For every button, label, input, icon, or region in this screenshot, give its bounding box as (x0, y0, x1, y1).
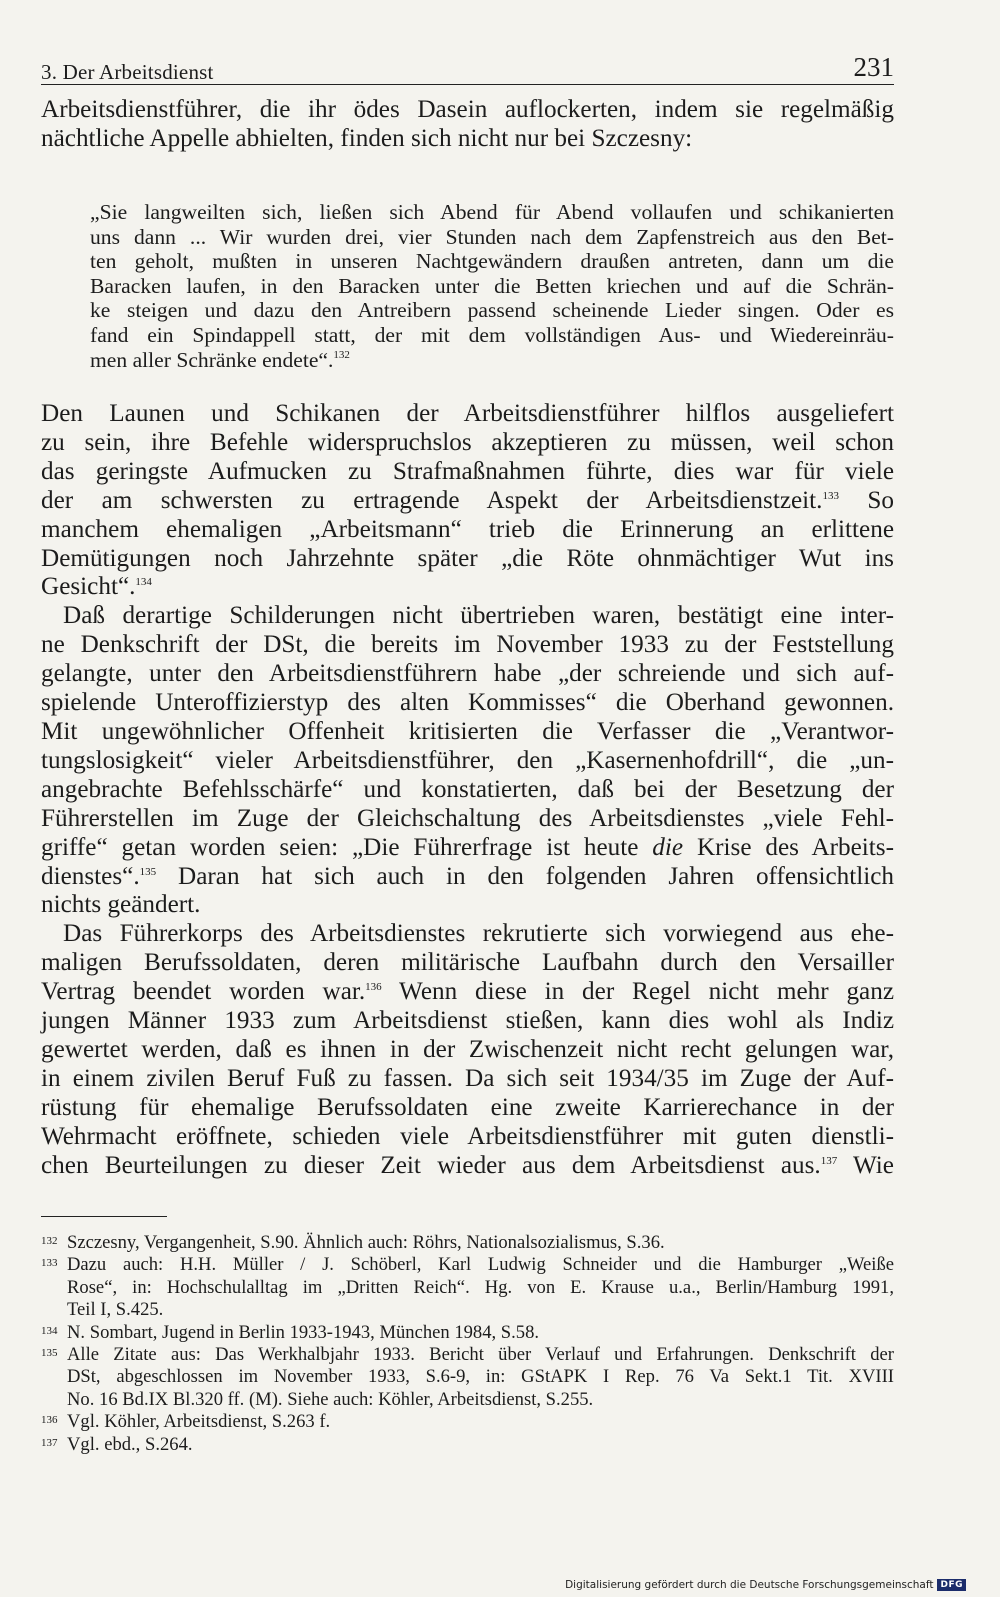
footnote-ref[interactable]: 133 (822, 489, 839, 502)
footnote-item (41, 1322, 894, 1344)
footnote-item (41, 1344, 894, 1411)
chapter-title: 3. Der Arbeitsdienst (41, 60, 214, 84)
quote-line (90, 348, 894, 373)
digitization-text: Digitalisierung gefördert durch die Deutsche Forschungsgemeinschaft (565, 1579, 934, 1591)
quote-line: uns dann ... Wir wurden drei, vier Stunden nach dem Zapfenstreich aus den Bet- (90, 224, 894, 249)
footnote-line: Alle Zitate aus: Das Werkhalbjahr 1933. Bericht über Verlauf und Erfahrungen. Denkschrift der (67, 1344, 894, 1366)
footnote-line: Dazu auch: H.H. Müller / J. Schöberl, Karl Ludwig Schneider und die Hamburger „Weiße (67, 1254, 894, 1276)
text-line: gewertet werden, daß es ihnen in der Zwischenzeit nicht recht gelungen war, (41, 1035, 894, 1063)
text-line (41, 1152, 894, 1181)
footnote-item (41, 1254, 894, 1321)
text-line: manchem ehemaligen „Arbeitsmann“ trieb die Erinnerung an erlittene (41, 515, 894, 543)
quote-line: ke steigen und dazu den Antreibern passend scheinende Lieder singen. Oder es (90, 298, 894, 323)
footnote-line: DSt, abgeschlossen im November 1933, S.6-9, in: GStAPK I Rep. 76 Va Sekt.1 Tit. XVIII (67, 1366, 894, 1388)
footnote-number: 135 (41, 1347, 58, 1360)
footnote-line: N. Sombart, Jugend in Berlin 1933-1943, München 1984, S.58. (67, 1321, 540, 1343)
emphasis: die (652, 833, 684, 861)
main-text (41, 400, 894, 1180)
digitization-credit (565, 1579, 966, 1591)
text-line: Den Launen und Schikanen der Arbeitsdienstführer hilflos ausgeliefert (41, 400, 894, 427)
footnote-divider (41, 1216, 167, 1217)
footnote-line: Vgl. Köhler, Arbeitsdienst, S.263 f. (67, 1411, 331, 1433)
quote-line: ten geholt, mußten in unseren Nachtgewändern draußen antreten, dann um die (90, 249, 894, 274)
footnote-line: No. 16 Bd.IX Bl.320 ff. (M). Siehe auch: Köhler, Arbeitsdienst, S.255. (67, 1388, 594, 1410)
block-quote (90, 200, 894, 372)
text-line: maligen Berufssoldaten, deren militärische Laufbahn durch den Versailler (41, 949, 894, 977)
text-line: angebrachte Befehlsschärfe“ und konstatierten, daß bei der Besetzung der (41, 775, 894, 803)
footnote-item (41, 1411, 894, 1433)
text-line (41, 834, 894, 863)
footnote-line: Rose“, in: Hochschulalltag im „Dritten Reich“. Hg. von E. Krause u.a., Berlin/Hamburg 1991, (67, 1276, 894, 1298)
text-line: Das Führerkorps des Arbeitsdienstes rekrutierte sich vorwiegend aus ehe- (63, 920, 894, 948)
quote-line: Baracken laufen, in den Baracken unter die Betten kriechen und auf die Schrän- (90, 273, 894, 298)
text-line: Arbeitsdienstführer, die ihr ödes Dasein auflockerten, indem sie regelmäßig (41, 96, 894, 123)
text-line: Demütigungen noch Jahrzehnte später „die Röte ohnmächtiger Wut ins (41, 544, 894, 572)
text-line (41, 978, 894, 1007)
footnote-line: Teil I, S.425. (67, 1299, 164, 1321)
text-span: Vertrag beendet worden war. (41, 978, 366, 1006)
text-span: Wie (837, 1151, 894, 1179)
text-line: nichts geändert. (41, 891, 201, 919)
footnote-ref[interactable]: 135 (139, 865, 157, 878)
dfg-logo: DFG (937, 1579, 966, 1591)
text-line: Wehrmacht eröffnete, schieden viele Arbeitsdienstführer mit guten dienstli- (41, 1122, 894, 1150)
intro-paragraph (41, 96, 894, 154)
text-line: in einem zivilen Beruf Fuß zu fassen. Da sich seit 1934/35 im Zuge der Auf- (41, 1064, 894, 1092)
footnote-number: 133 (41, 1257, 58, 1270)
text-span: Krise des Arbeits- (683, 833, 894, 861)
quote-text: men aller Schränke endete“. (90, 347, 334, 372)
footnote-ref[interactable]: 137 (820, 1154, 838, 1167)
footnote-item (41, 1434, 894, 1456)
text-line: zu sein, ihre Befehle widerspruchslos akzeptieren zu müssen, weil schon (41, 428, 894, 456)
quote-line: „Sie langweilten sich, ließen sich Abend für Abend vollaufen und schikanierten (90, 200, 894, 224)
text-line (41, 863, 894, 892)
text-line: Daß derartige Schilderungen nicht übertrieben waren, bestätigt eine inter- (63, 602, 894, 630)
text-line: gelangte, unter den Arbeitsdienstführern habe „der schreiende und sich auf- (41, 660, 894, 688)
text-line: Mit ungewöhnlicher Offenheit kritisierten die Verfasser die „Verantwor- (41, 717, 894, 745)
text-span: dienstes“. (41, 862, 140, 890)
quote-line: fand ein Spindappell statt, der mit dem vollständigen Aus- und Wiedereinräu- (90, 322, 894, 347)
text-line (41, 487, 894, 516)
text-line: das geringste Aufmucken zu Strafmaßnahmen führte, dies war für viele (41, 457, 894, 485)
text-span: Daran hat sich auch in den folgenden Jahren offensichtlich (156, 862, 894, 890)
text-span: chen Beurteilungen zu dieser Zeit wieder aus dem Arbeitsdienst aus. (41, 1151, 821, 1179)
footnote-number: 137 (41, 1436, 58, 1449)
text-line: tungslosigkeit“ vieler Arbeitsdienstführer, den „Kasernenhofdrill“, die „un- (41, 746, 894, 774)
running-head (41, 50, 894, 85)
text-line: rüstung für ehemalige Berufssoldaten eine zweite Karrierechance in der (41, 1093, 894, 1121)
footnotes (41, 1232, 894, 1456)
page-number: 231 (853, 52, 894, 82)
text-line: ne Denkschrift der DSt, die bereits im November 1933 zu der Feststellung (41, 631, 894, 659)
text-span: Gesicht“. (41, 573, 136, 601)
text-span: So (838, 486, 894, 514)
text-line (41, 573, 894, 602)
footnote-number: 134 (41, 1324, 58, 1337)
text-span: griffe“ getan worden seien: „Die Führerfrage ist heute (41, 833, 653, 861)
footnote-number: 136 (41, 1414, 58, 1427)
text-line: jungen Männer 1933 zum Arbeitsdienst stießen, kann dies wohl als Indiz (41, 1007, 894, 1035)
text-span: Wenn diese in der Regel nicht mehr ganz (381, 978, 894, 1006)
text-span: der am schwersten zu ertragende Aspekt der Arbeitsdienstzeit. (41, 486, 823, 514)
footnote-item (41, 1232, 894, 1254)
footnote-line: Vgl. ebd., S.264. (67, 1433, 193, 1455)
footnote-line: Szczesny, Vergangenheit, S.90. Ähnlich auch: Röhrs, Nationalsozialismus, S.36. (67, 1232, 665, 1253)
text-line: Führerstellen im Zuge der Gleichschaltung des Arbeitsdienstes „viele Fehl- (41, 804, 894, 832)
text-line: nächtliche Appelle abhielten, finden sich nicht nur bei Szczesny: (41, 124, 693, 152)
footnote-number: 132 (41, 1235, 58, 1247)
footnote-ref[interactable]: 132 (333, 348, 350, 361)
footnote-ref[interactable]: 134 (135, 576, 152, 589)
footnote-ref[interactable]: 136 (365, 981, 382, 994)
text-line: spielende Unteroffizierstyp des alten Kommisses“ die Oberhand gewonnen. (41, 689, 894, 717)
